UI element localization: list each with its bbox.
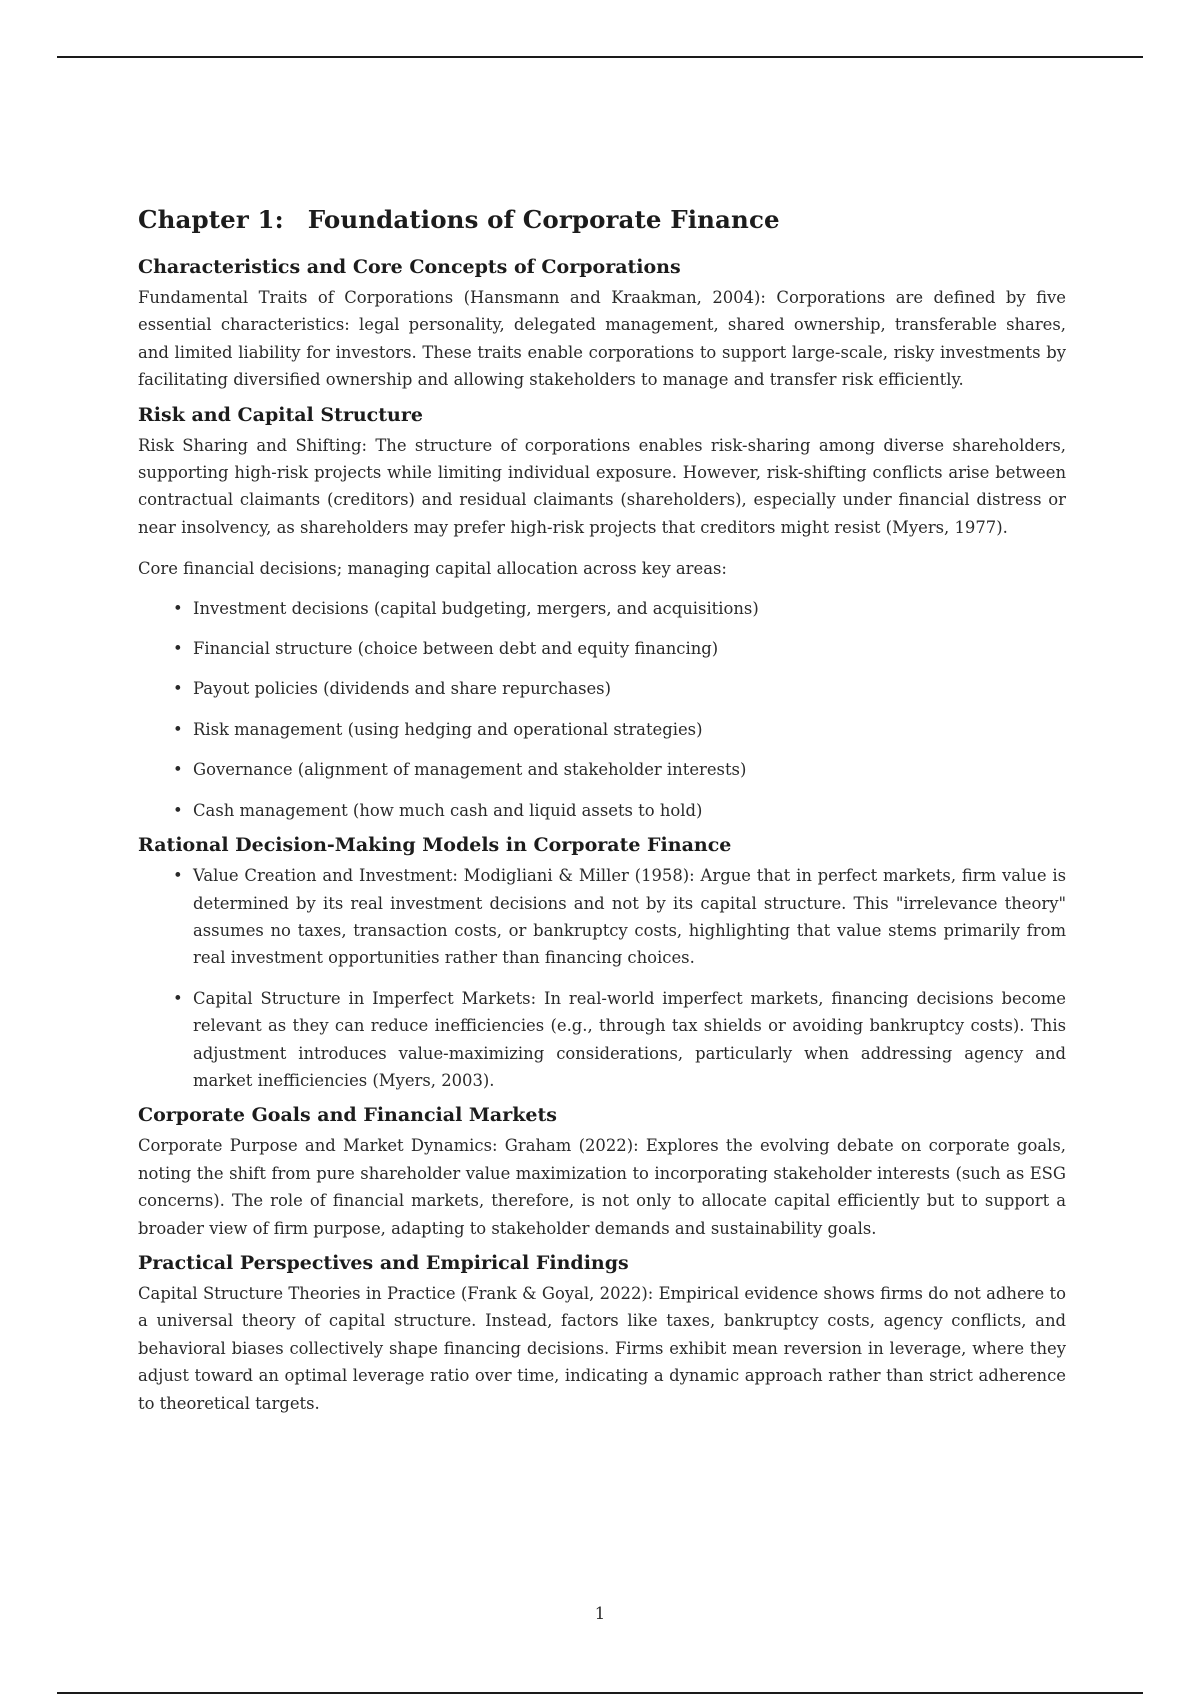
bullet-icon: • bbox=[173, 800, 183, 820]
section-heading: Risk and Capital Structure bbox=[138, 403, 423, 426]
bullet-icon: • bbox=[173, 719, 183, 739]
bullet-icon: • bbox=[173, 760, 183, 780]
bottom-rule bbox=[57, 1692, 1143, 1694]
chapter-title bbox=[138, 205, 1066, 234]
page-content bbox=[138, 205, 1066, 1425]
section-risk-capital bbox=[138, 402, 1066, 824]
bullet-icon: • bbox=[173, 639, 183, 659]
section-paragraph: Risk Sharing and Shifting: The structure of corporations enables risk-sharing among diverse shareholders, supporting high-risk projects while limiting individual exposure. However, risk-shifting conflicts arise between contractual claimants (creditors) and residual claimants (shareholders), especially under financial distress or near insolvency, as shareholders may prefer high-risk projects that creditors might resist (Myers, 1977). bbox=[138, 435, 1066, 537]
bullet-icon: • bbox=[173, 866, 183, 886]
section-heading: Corporate Goals and Financial Markets bbox=[138, 1104, 557, 1127]
section-paragraph: Fundamental Traits of Corporations (Hansmann and Kraakman, 2004): Corporations are defined by five essential characteristics: legal personality, delegated management, shared ownership, transferable shares, and limited liability for investors. These traits enable corporations to support large-scale, risky investments by facilitating diversified ownership and allowing stakeholders to manage and transfer risk efficiently. bbox=[138, 288, 1066, 390]
list-item: • Governance (alignment of management and stakeholder interests) bbox=[193, 756, 1066, 783]
bullet-icon: • bbox=[173, 679, 183, 699]
section-corporate-goals bbox=[138, 1102, 1066, 1242]
list-item: • Investment decisions (capital budgeting, mergers, and acquisitions) bbox=[193, 595, 1066, 622]
list-item: • Capital Structure in Imperfect Markets: In real-world imperfect markets, financing decisions become relevant as they can reduce inefficiencies (e.g., through tax shields or avoiding bankruptcy costs). This adjustment introduces value-maximizing considerations, particularly when addressing agency and market inefficiencies (Myers, 2003). bbox=[193, 985, 1066, 1095]
chapter-label: Chapter 1: bbox=[138, 205, 284, 234]
chapter-name: Foundations of Corporate Finance bbox=[307, 205, 780, 234]
bullet-icon: • bbox=[173, 598, 183, 618]
financial-decisions-list bbox=[138, 595, 1066, 824]
section-characteristics bbox=[138, 254, 1066, 394]
list-item: • Risk management (using hedging and operational strategies) bbox=[193, 716, 1066, 743]
section-empirical-findings bbox=[138, 1250, 1066, 1417]
bullet-icon: • bbox=[173, 988, 183, 1008]
list-intro: Core financial decisions; managing capital allocation across key areas: bbox=[138, 559, 727, 579]
section-heading: Rational Decision-Making Models in Corporate Finance bbox=[138, 834, 732, 857]
page-number: 1 bbox=[594, 1604, 606, 1623]
section-paragraph: Corporate Purpose and Market Dynamics: Graham (2022): Explores the evolving debate on corporate goals, noting the shift from pure shareholder value maximization to incorporating stakeholder interests (such as ESG concerns). The role of financial markets, therefore, is not only to allocate capital efficiently but to support a broader view of firm purpose, adapting to stakeholder demands and sustainability goals. bbox=[138, 1136, 1066, 1238]
rational-models-list bbox=[138, 862, 1066, 1094]
top-rule bbox=[57, 56, 1143, 58]
section-rational-models bbox=[138, 832, 1066, 1094]
section-heading: Practical Perspectives and Empirical Findings bbox=[138, 1251, 629, 1274]
section-heading: Characteristics and Core Concepts of Corporations bbox=[138, 256, 681, 278]
list-item: • Value Creation and Investment: Modigliani & Miller (1958): Argue that in perfect markets, firm value is determined by its real investment decisions and not by its capital structure. This "irrelevance theory" assumes no taxes, transaction costs, or bankruptcy costs, highlighting that value stems primarily from real investment opportunities rather than financing choices. bbox=[193, 862, 1066, 972]
list-item: • Payout policies (dividends and share repurchases) bbox=[193, 675, 1066, 702]
list-item: • Financial structure (choice between debt and equity financing) bbox=[193, 635, 1066, 662]
section-paragraph: Capital Structure Theories in Practice (Frank & Goyal, 2022): Empirical evidence shows firms do not adhere to a universal theory of capital structure. Instead, factors like taxes, bankruptcy costs, agency conflicts, and behavioral biases collectively shape financing decisions. Firms exhibit mean reversion in leverage, where they adjust toward an optimal leverage ratio over time, indicating a dynamic approach rather than strict adherence to theoretical targets. bbox=[138, 1283, 1066, 1413]
list-item: • Cash management (how much cash and liquid assets to hold) bbox=[193, 797, 1066, 824]
